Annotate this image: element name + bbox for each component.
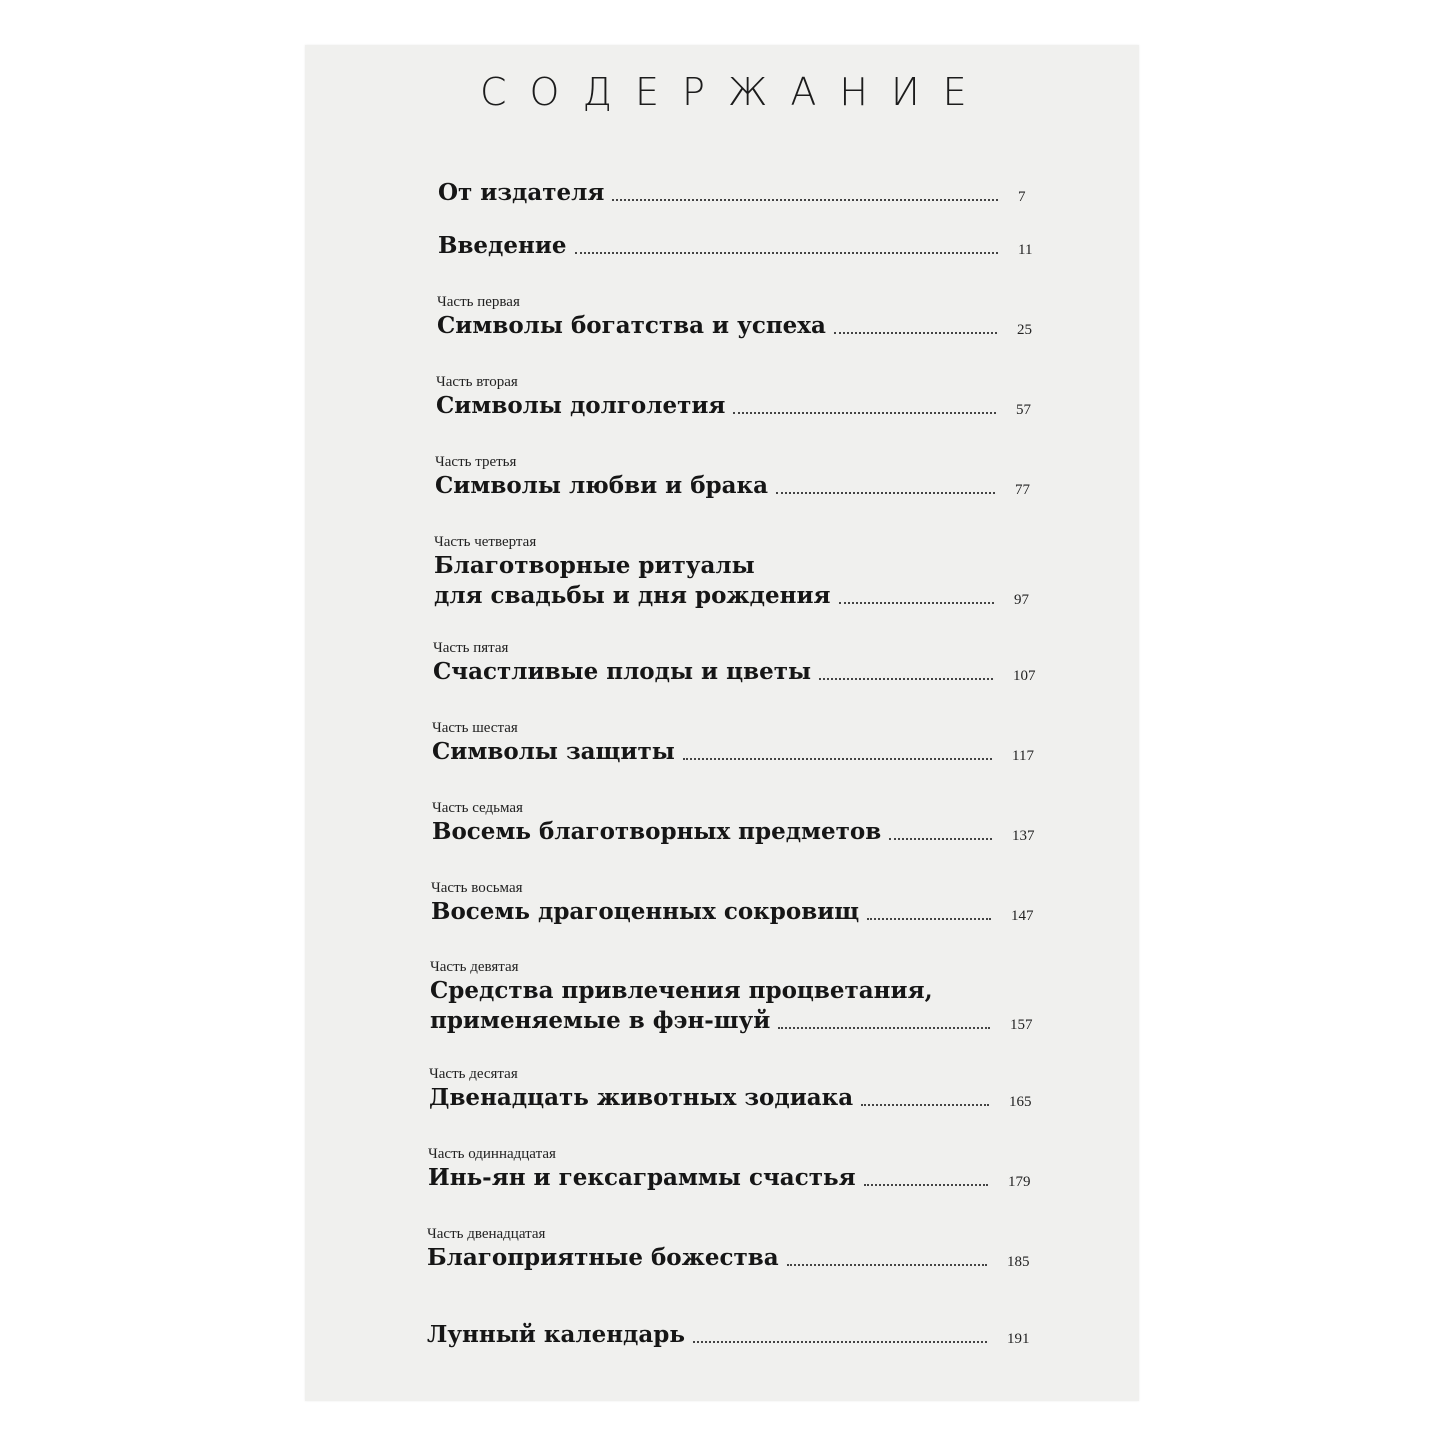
dot-leader: [819, 678, 993, 680]
page-title: СОДЕРЖАНИЕ: [480, 70, 990, 114]
dot-leader: [575, 252, 998, 254]
entry-title-line: Средства привлечения процветания,: [430, 977, 933, 1004]
part-label: Часть вторая: [436, 374, 518, 390]
toc-row: [431, 897, 1051, 927]
page-number: 117: [1012, 748, 1034, 764]
dot-leader: [861, 1104, 989, 1106]
toc-entry: [434, 533, 1074, 611]
toc-entry: [438, 231, 1078, 261]
entry-title: Благоприятные божества: [427, 1244, 779, 1271]
page-number: 77: [1015, 482, 1030, 498]
dot-leader: [776, 492, 995, 494]
toc-entry: [429, 1065, 1069, 1113]
page-number: 185: [1007, 1254, 1030, 1270]
page-number: 11: [1018, 242, 1033, 258]
toc-entry: [437, 293, 1077, 341]
dot-leader: [693, 1341, 987, 1343]
toc-row: [438, 178, 1058, 208]
toc-entry: [427, 1320, 1067, 1350]
page-number: 191: [1007, 1331, 1030, 1347]
page-number: 137: [1012, 828, 1035, 844]
part-label: Часть шестая: [432, 720, 518, 736]
entry-title: Символы долголетия: [436, 392, 726, 419]
toc-row: [438, 231, 1058, 261]
dot-leader: [778, 1027, 990, 1029]
dot-leader: [683, 758, 992, 760]
toc-entry: [432, 799, 1072, 847]
toc-entry: [438, 178, 1078, 208]
entry-title: Двенадцать животных зодиака: [429, 1084, 854, 1111]
entry-title: Инь-ян и гексаграммы счастья: [428, 1164, 856, 1191]
part-label: Часть двенадцатая: [427, 1226, 546, 1242]
toc-row: [428, 1163, 1048, 1193]
entry-title: Восемь драгоценных сокровищ: [431, 898, 860, 925]
page-number: 165: [1009, 1094, 1032, 1110]
toc-row: [436, 391, 1056, 421]
page-number: 57: [1016, 402, 1031, 418]
entry-title: Введение: [438, 232, 567, 259]
toc-entry: [431, 879, 1071, 927]
toc-row: [435, 471, 1055, 501]
entry-title: От издателя: [438, 179, 605, 206]
page-number: 147: [1011, 908, 1034, 924]
part-label: Часть пятая: [433, 640, 509, 656]
entry-title: Счастливые плоды и цветы: [433, 658, 812, 685]
toc-entry: [430, 958, 1070, 1036]
page-number: 7: [1018, 189, 1026, 205]
entry-title: Символы богатства и успеха: [437, 312, 826, 339]
toc-row: [427, 1243, 1047, 1273]
toc-entry: [432, 719, 1072, 767]
part-label: Часть восьмая: [431, 880, 523, 896]
dot-leader: [839, 602, 994, 604]
part-label: Часть первая: [437, 294, 520, 310]
entry-title: для свадьбы и дня рождения: [434, 582, 831, 609]
page-number: 107: [1013, 668, 1036, 684]
dot-leader: [889, 838, 992, 840]
part-label: Часть одиннадцатая: [428, 1146, 556, 1162]
toc-row: [434, 581, 1054, 611]
dot-leader: [612, 199, 998, 201]
entry-title: Символы любви и брака: [435, 472, 769, 499]
toc-row: [429, 1083, 1049, 1113]
toc-entry: [428, 1145, 1068, 1193]
entry-title: Восемь благотворных предметов: [432, 818, 882, 845]
part-label: Часть десятая: [429, 1066, 518, 1082]
toc-row: [432, 737, 1052, 767]
toc-row: [432, 817, 1052, 847]
toc-row: [427, 1320, 1047, 1350]
toc-entry: [435, 453, 1075, 501]
toc-entry: [427, 1225, 1067, 1273]
toc-row: [437, 311, 1057, 341]
part-label: Часть четвертая: [434, 534, 537, 550]
part-label: Часть девятая: [430, 959, 519, 975]
entry-title: Символы защиты: [432, 738, 675, 765]
page-number: 179: [1008, 1174, 1031, 1190]
entry-title-line: Благотворные ритуалы: [434, 552, 755, 579]
entry-title: Лунный календарь: [427, 1321, 685, 1348]
page-number: 97: [1014, 592, 1029, 608]
dot-leader: [733, 412, 996, 414]
page-number: 157: [1010, 1017, 1033, 1033]
entry-title: применяемые в фэн-шуй: [430, 1007, 771, 1034]
page-number: 25: [1017, 322, 1032, 338]
part-label: Часть седьмая: [432, 800, 523, 816]
dot-leader: [787, 1264, 987, 1266]
toc-entry: [433, 639, 1073, 687]
dot-leader: [867, 918, 991, 920]
toc-row: [433, 657, 1053, 687]
dot-leader: [864, 1184, 988, 1186]
part-label: Часть третья: [435, 454, 517, 470]
dot-leader: [834, 332, 997, 334]
toc-entry: [436, 373, 1076, 421]
toc-row: [430, 1006, 1050, 1036]
